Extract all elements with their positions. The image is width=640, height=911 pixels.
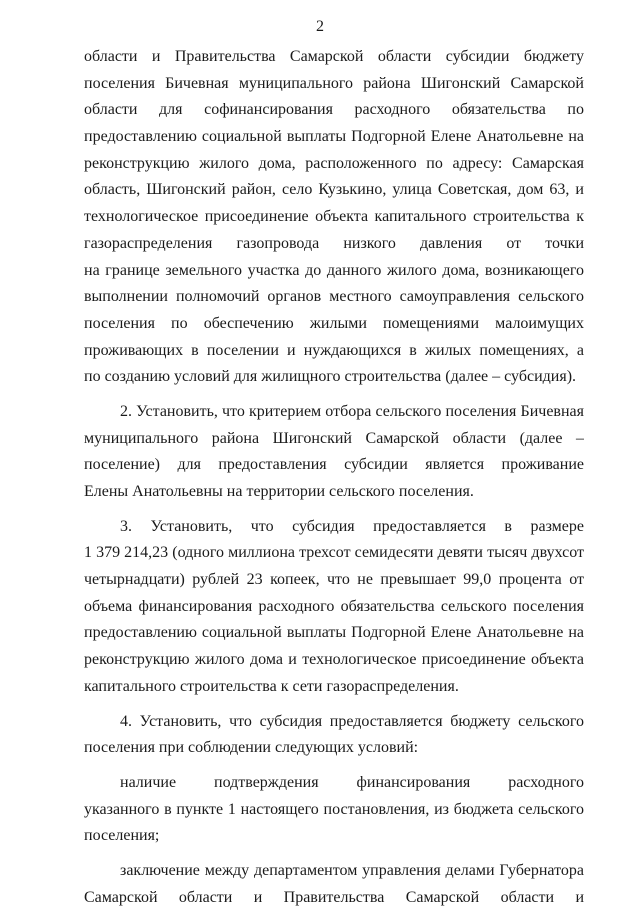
paragraph-2 [84, 399, 584, 506]
text-line: поселения Бичевная муниципального района Шигонский Самарской [84, 74, 584, 92]
text-line: поселения; [84, 827, 160, 845]
paragraph-1-continued [84, 44, 584, 391]
text-line: 3. Установить, что субсидия предоставляется в размере [120, 517, 584, 535]
text-line: газораспределения газопровода низкого давления от точки [84, 234, 584, 252]
text-line: поселения при соблюдении следующих условий: [84, 739, 419, 757]
text-line: муниципального района Шигонский Самарской области (далее – [84, 429, 584, 447]
text-line: наличие подтверждения финансирования расходного [120, 773, 584, 791]
text-line: капитального строительства к сети газораспределения. [84, 677, 459, 695]
text-line: область, Шигонский район, село Кузькино, улица Советская, дом 63, и [84, 181, 584, 199]
text-line: на границе земельного участка до данного жилого дома, возникающего [84, 261, 584, 279]
text-line: Елены Анатольевны на территории сельского поселения. [84, 483, 474, 500]
text-line: объема финансирования расходного обязательства сельского поселения [84, 597, 584, 615]
text-line: четырнадцати) рублей 23 копеек, что не превышает 99,0 процента от [84, 571, 584, 589]
text-line: поселения по обеспечению жилыми помещениями малоимущих [84, 314, 584, 332]
text-line: 4. Установить, что субсидия предоставляется бюджету сельского [120, 712, 584, 730]
text-line: поселение) для предоставления субсидии является проживание [84, 456, 584, 474]
text-line: области для софинансирования расходного обязательства по [84, 101, 584, 119]
text-line: указанного в пункте 1 настоящего постановления, из бюджета сельского [84, 800, 584, 818]
text-line: проживающих в поселении и нуждающихся в жилых помещениях, а [84, 341, 584, 359]
document-body [84, 44, 584, 911]
text-line: заключение между департаментом управления делами Губернатора [120, 861, 584, 879]
text-line: по созданию условий для жилищного строительства (далее – субсидия). [84, 368, 577, 386]
page-number: 2 [316, 18, 324, 35]
condition-paragraph-2 [84, 858, 584, 911]
text-line: технологическое присоединение объекта капитального строительства к [84, 208, 584, 226]
text-line: 2. Установить, что критерием отбора сельского поселения Бичевная [120, 402, 584, 420]
text-line: 1 379 214,23 (одного миллиона трехсот семидесяти девяти тысяч двухсот [84, 544, 584, 562]
text-line: предоставлению социальной выплаты Подгорной Елене Анатольевне на [84, 128, 584, 146]
text-line: реконструкцию жилого дома и технологическое присоединение объекта [84, 651, 584, 669]
condition-paragraph-1 [84, 770, 584, 850]
text-line: выполнении полномочий органов местного самоуправления сельского [84, 288, 584, 306]
paragraph-3 [84, 514, 584, 701]
text-line: реконструкцию жилого дома, расположенного по адресу: Самарская [84, 154, 584, 172]
text-line: Самарской области и Правительства Самарской области и [84, 888, 584, 906]
text-line: предоставлению социальной выплаты Подгорной Елене Анатольевне на [84, 624, 584, 642]
text-line: области и Правительства Самарской области субсидии бюджету [84, 48, 584, 65]
paragraph-4 [84, 709, 584, 762]
